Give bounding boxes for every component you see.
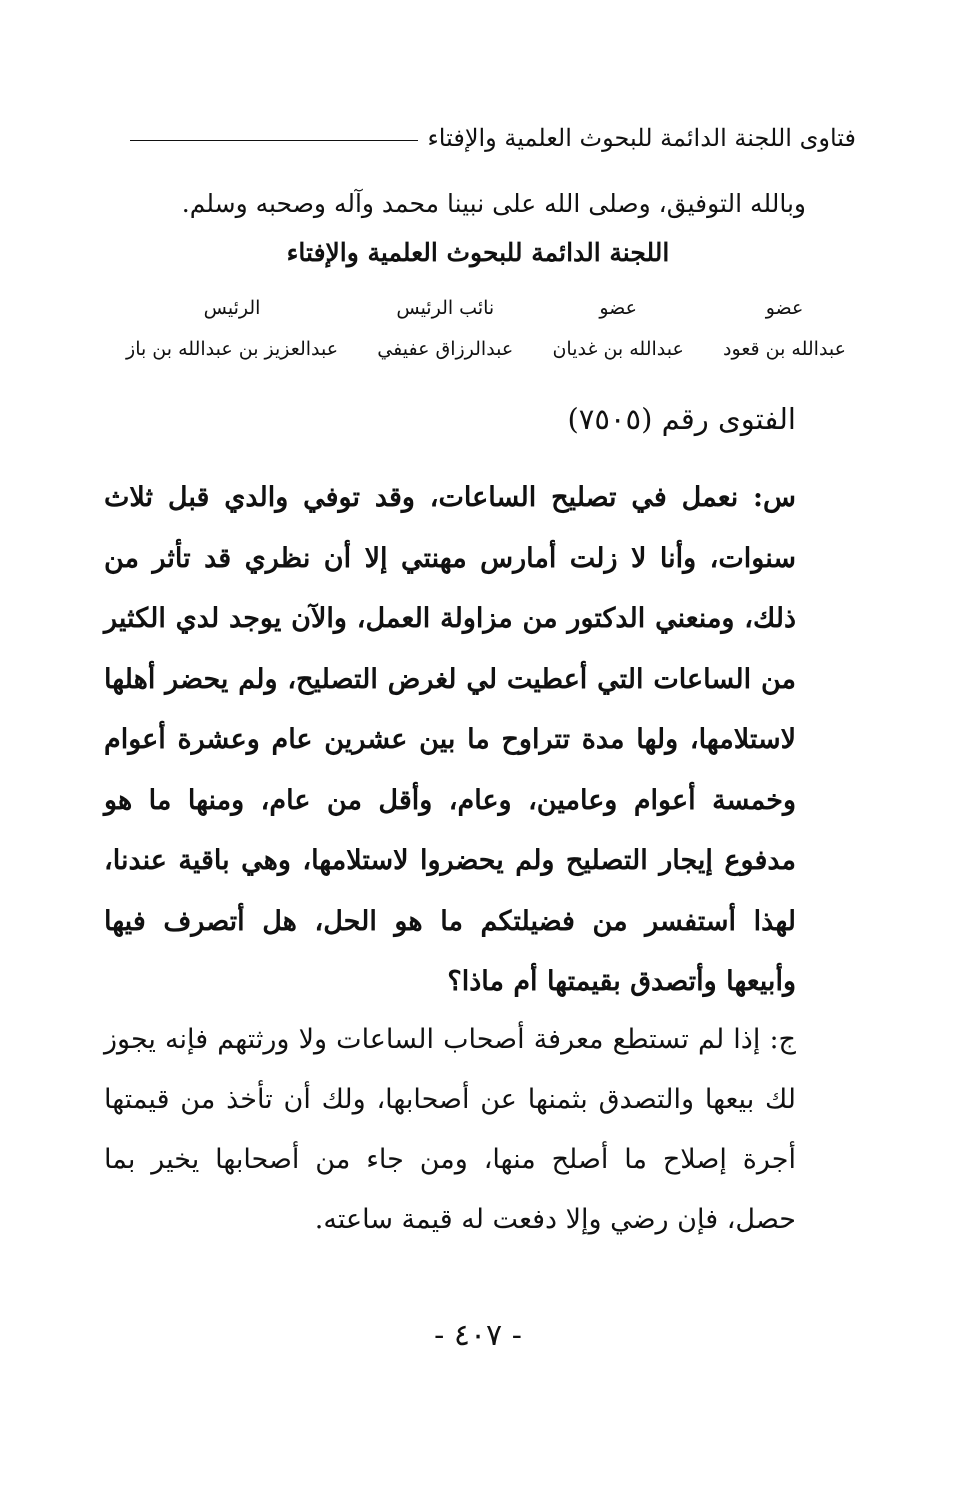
signature-name: عبدالله بن قعود (723, 338, 846, 360)
signature-member-4 (126, 292, 338, 360)
signature-role: نائب الرئيس (396, 297, 495, 319)
committee-title: اللجنة الدائمة للبحوث العلمية والإفتاء (286, 238, 670, 267)
question-paragraph: س: نعمل في تصليح الساعات، وقد توفي والدي قبل ثلاث سنوات، وأنا لا زلت أمارس مهنتي إلا أن نظري قد تأثر من ذلك، ومنعني الدكتور من مزاولة العمل، والآن يوجد لدي الكثير من الساعات التي أعطيت لي لغرض التصليح، ولم يحضر أهلها لاستلامها، ولها مدة تتراوح ما بين عشرين عام وعشرة أعوام وخمسة أعوام وعامين، وعام، وأقل من عام، ومنها ما هو مدفوع إيجار التصليح ولم يحضروا لاستلامها، وهي باقية عندنا، لهذا أستفسر من فضيلتكم ما هو الحل، هل أتصرف فيها وأبيعها وأتصدق بقيمتها أم ماذا؟ (104, 482, 796, 997)
running-header-title: فتاوى اللجنة الدائمة للبحوث العلمية والإفتاء (427, 124, 856, 152)
signature-name: عبدالله بن غديان (552, 338, 684, 360)
header-rule (130, 140, 418, 141)
signature-name: عبدالعزيز بن عبدالله بن باز (126, 338, 339, 360)
signature-member-3 (377, 292, 513, 360)
signature-member-1 (723, 292, 846, 360)
signature-member-2 (552, 292, 683, 360)
signature-role: عضو (765, 297, 804, 319)
closing-line: وبالله التوفيق، وصلى الله على نبينا محمد وآله وصحبه وسلم. (181, 189, 806, 218)
signature-role: عضو (599, 297, 637, 319)
signature-name: عبدالرزاق عفيفي (377, 338, 514, 360)
answer-paragraph: ج: إذا لم تستطع معرفة أصحاب الساعات ولا ورثتهم فإنه يجوز لك بيعها والتصدق بثمنها عن أصحابها، ولك أن تأخذ من قيمتها أجرة إصلاح ما أصلح منها، ومن جاء من أصحابها يخير بما حصل، فإن رضي وإلا دفعت له قيمة ساعته. (104, 1024, 796, 1235)
running-header (130, 118, 856, 158)
signature-role: الرئيس (203, 297, 261, 319)
page-number: - ٤٠٧ - (434, 1318, 522, 1353)
fatwa-number: الفتوى رقم (٧٥٠٥) (567, 402, 796, 436)
signatures-block (126, 292, 846, 360)
